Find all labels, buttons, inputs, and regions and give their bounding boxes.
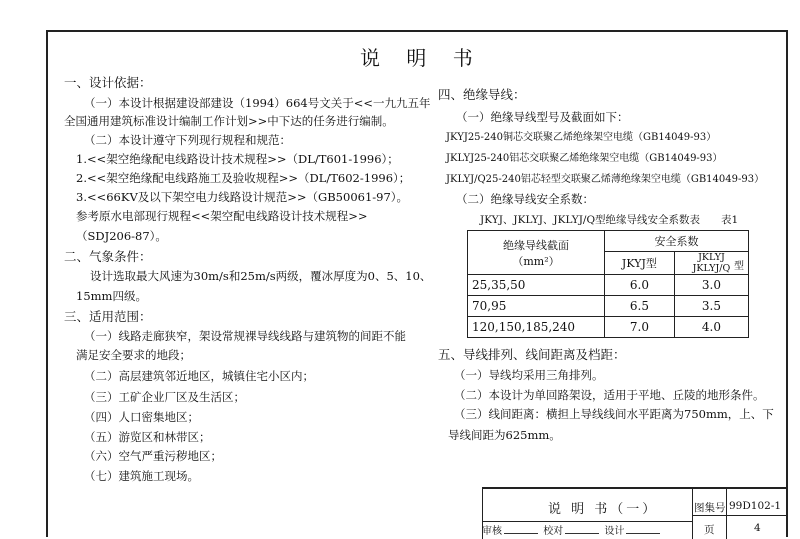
scope-item-4: （四）人口密集地区；: [84, 410, 199, 424]
page-label: 页: [704, 524, 715, 536]
title-block-divider-1: [692, 489, 693, 539]
check-signature: [565, 523, 599, 534]
section-1-para-2: （二）本设计遵守下列现行规程和规范：: [84, 133, 291, 147]
header-section-cell: [468, 231, 605, 275]
design-signature: [626, 523, 660, 534]
section-3-heading: 三、适用范围：: [64, 309, 152, 324]
page-title: 说 明 书: [360, 46, 483, 70]
row-jkyj-value: 6.0: [605, 275, 675, 296]
header-jkyj: JKYJ型: [605, 252, 675, 275]
header-jklyj-cell: [674, 252, 748, 275]
section-1-para-1b: 全国通用建筑标准设计编制工作计划>>中下达的任务进行编制。: [64, 114, 394, 128]
section-5-para-1: （一）导线均采用三角排列。: [454, 368, 604, 382]
frame-right-line: [786, 30, 788, 537]
row-section: 25,35,50: [468, 275, 605, 296]
row-jkyj-value: 7.0: [605, 317, 675, 338]
regulation-4: 参考原水电部现行规程<<架空配电线路设计技术规程>>: [76, 209, 368, 223]
section-5-para-3a: （三）线间距离：横担上导线线间水平距离为750mm，上、下: [454, 407, 774, 421]
section-1-heading: 一、设计依据：: [64, 75, 152, 90]
table-row: [468, 275, 749, 296]
header-jklyj-line-1: JKLYJ: [698, 252, 725, 263]
wire-type-2: JKLYJ25-240铝芯交联聚乙烯绝缘架空电缆（GB14049-93）: [446, 153, 723, 164]
page-number: 4: [754, 522, 761, 534]
scope-item-1a: （一）线路走廊狭窄，架设常规裸导线线路与建筑物的间距不能: [84, 329, 406, 343]
scope-item-2: （二）高层建筑邻近地区，城镇住宅小区内；: [84, 369, 314, 383]
atlas-number: 99D102-1: [729, 500, 782, 512]
row-section: 70,95: [468, 296, 605, 317]
header-jklyj-line-2: JKLYJ/Q: [692, 263, 731, 274]
section-4-para-1: （一）绝缘导线型号及截面如下：: [456, 110, 629, 124]
scope-item-7: （七）建筑施工现场。: [84, 469, 199, 483]
wire-type-3: JKLYJ/Q25-240铝芯轻型交联聚乙烯薄绝缘架空电缆（GB14049-93）: [446, 174, 765, 185]
section-5-para-2: （二）本设计为单回路架设，适用于平地、丘陵的地形条件。: [454, 388, 765, 402]
header-section-unit: （mm²）: [512, 254, 560, 268]
wire-type-1: JKYJ25-240铜芯交联聚乙烯绝缘架空电缆（GB14049-93）: [446, 132, 717, 143]
table-row: [468, 296, 749, 317]
review-label: 审核: [482, 526, 502, 537]
title-block-row-line: [692, 515, 786, 516]
row-jklyj-value: 3.0: [674, 275, 748, 296]
signature-row: [482, 522, 662, 537]
row-jkyj-value: 6.5: [605, 296, 675, 317]
section-1-para-1a: （一）本设计根据建设部建设（1994）664号文关于<<一九九五年: [84, 96, 431, 110]
scope-item-1b: 满足安全要求的地段；: [76, 348, 191, 362]
scope-item-5: （五）游览区和林带区；: [84, 430, 211, 444]
row-section: 120,150,185,240: [468, 317, 605, 338]
header-type-suffix: 型: [734, 261, 744, 272]
regulation-3: 3.<<66KV及以下架空电力线路设计规范>>（GB50061-97）。: [76, 190, 409, 204]
scope-item-6: （六）空气严重污秽地区；: [84, 449, 222, 463]
frame-left-line: [46, 30, 48, 537]
section-2-para-2: 15mm四级。: [76, 289, 147, 303]
atlas-number-label: 图集号: [694, 502, 726, 514]
row-jklyj-value: 4.0: [674, 317, 748, 338]
frame-top-line: [46, 30, 788, 32]
header-safety-label: 安全系数: [605, 231, 749, 252]
header-section-label: 绝缘导线截面: [503, 238, 569, 252]
section-2-heading: 二、气象条件：: [64, 249, 152, 264]
regulation-1: 1.<<架空绝缘配电线路设计技术规程>>（DL/T601-1996）；: [76, 152, 399, 166]
sheet-title: 说 明 书（一）: [548, 502, 659, 517]
row-jklyj-value: 3.5: [674, 296, 748, 317]
design-label: 设计: [604, 526, 625, 537]
section-5-heading: 五、导线排列、线间距离及档距：: [438, 347, 626, 362]
regulation-2: 2.<<架空绝缘配电线路施工及验收规程>>（DL/T602-1996）；: [76, 171, 411, 185]
review-signature: [504, 523, 538, 534]
check-label: 校对: [543, 526, 564, 537]
table-row: [468, 317, 749, 338]
scope-item-3: （三）工矿企业厂区及生活区；: [84, 390, 245, 404]
regulation-5: （SDJ206-87）。: [76, 229, 167, 243]
safety-factor-table: [467, 230, 749, 338]
section-5-para-3b: 导线间距为625mm。: [448, 428, 561, 442]
section-4-para-2: （二）绝缘导线安全系数：: [456, 192, 594, 206]
section-4-heading: 四、绝缘导线：: [438, 87, 526, 102]
section-2-para-1: 设计选取最大风速为30m/s和25m/s两级，覆冰厚度为0、5、10、: [90, 269, 432, 283]
table-caption: JKYJ、JKLYJ、JKLYJ/Q型绝缘导线安全系数表 表1: [480, 214, 739, 226]
title-block-divider-2: [726, 489, 727, 539]
table-header-row: [468, 231, 749, 252]
